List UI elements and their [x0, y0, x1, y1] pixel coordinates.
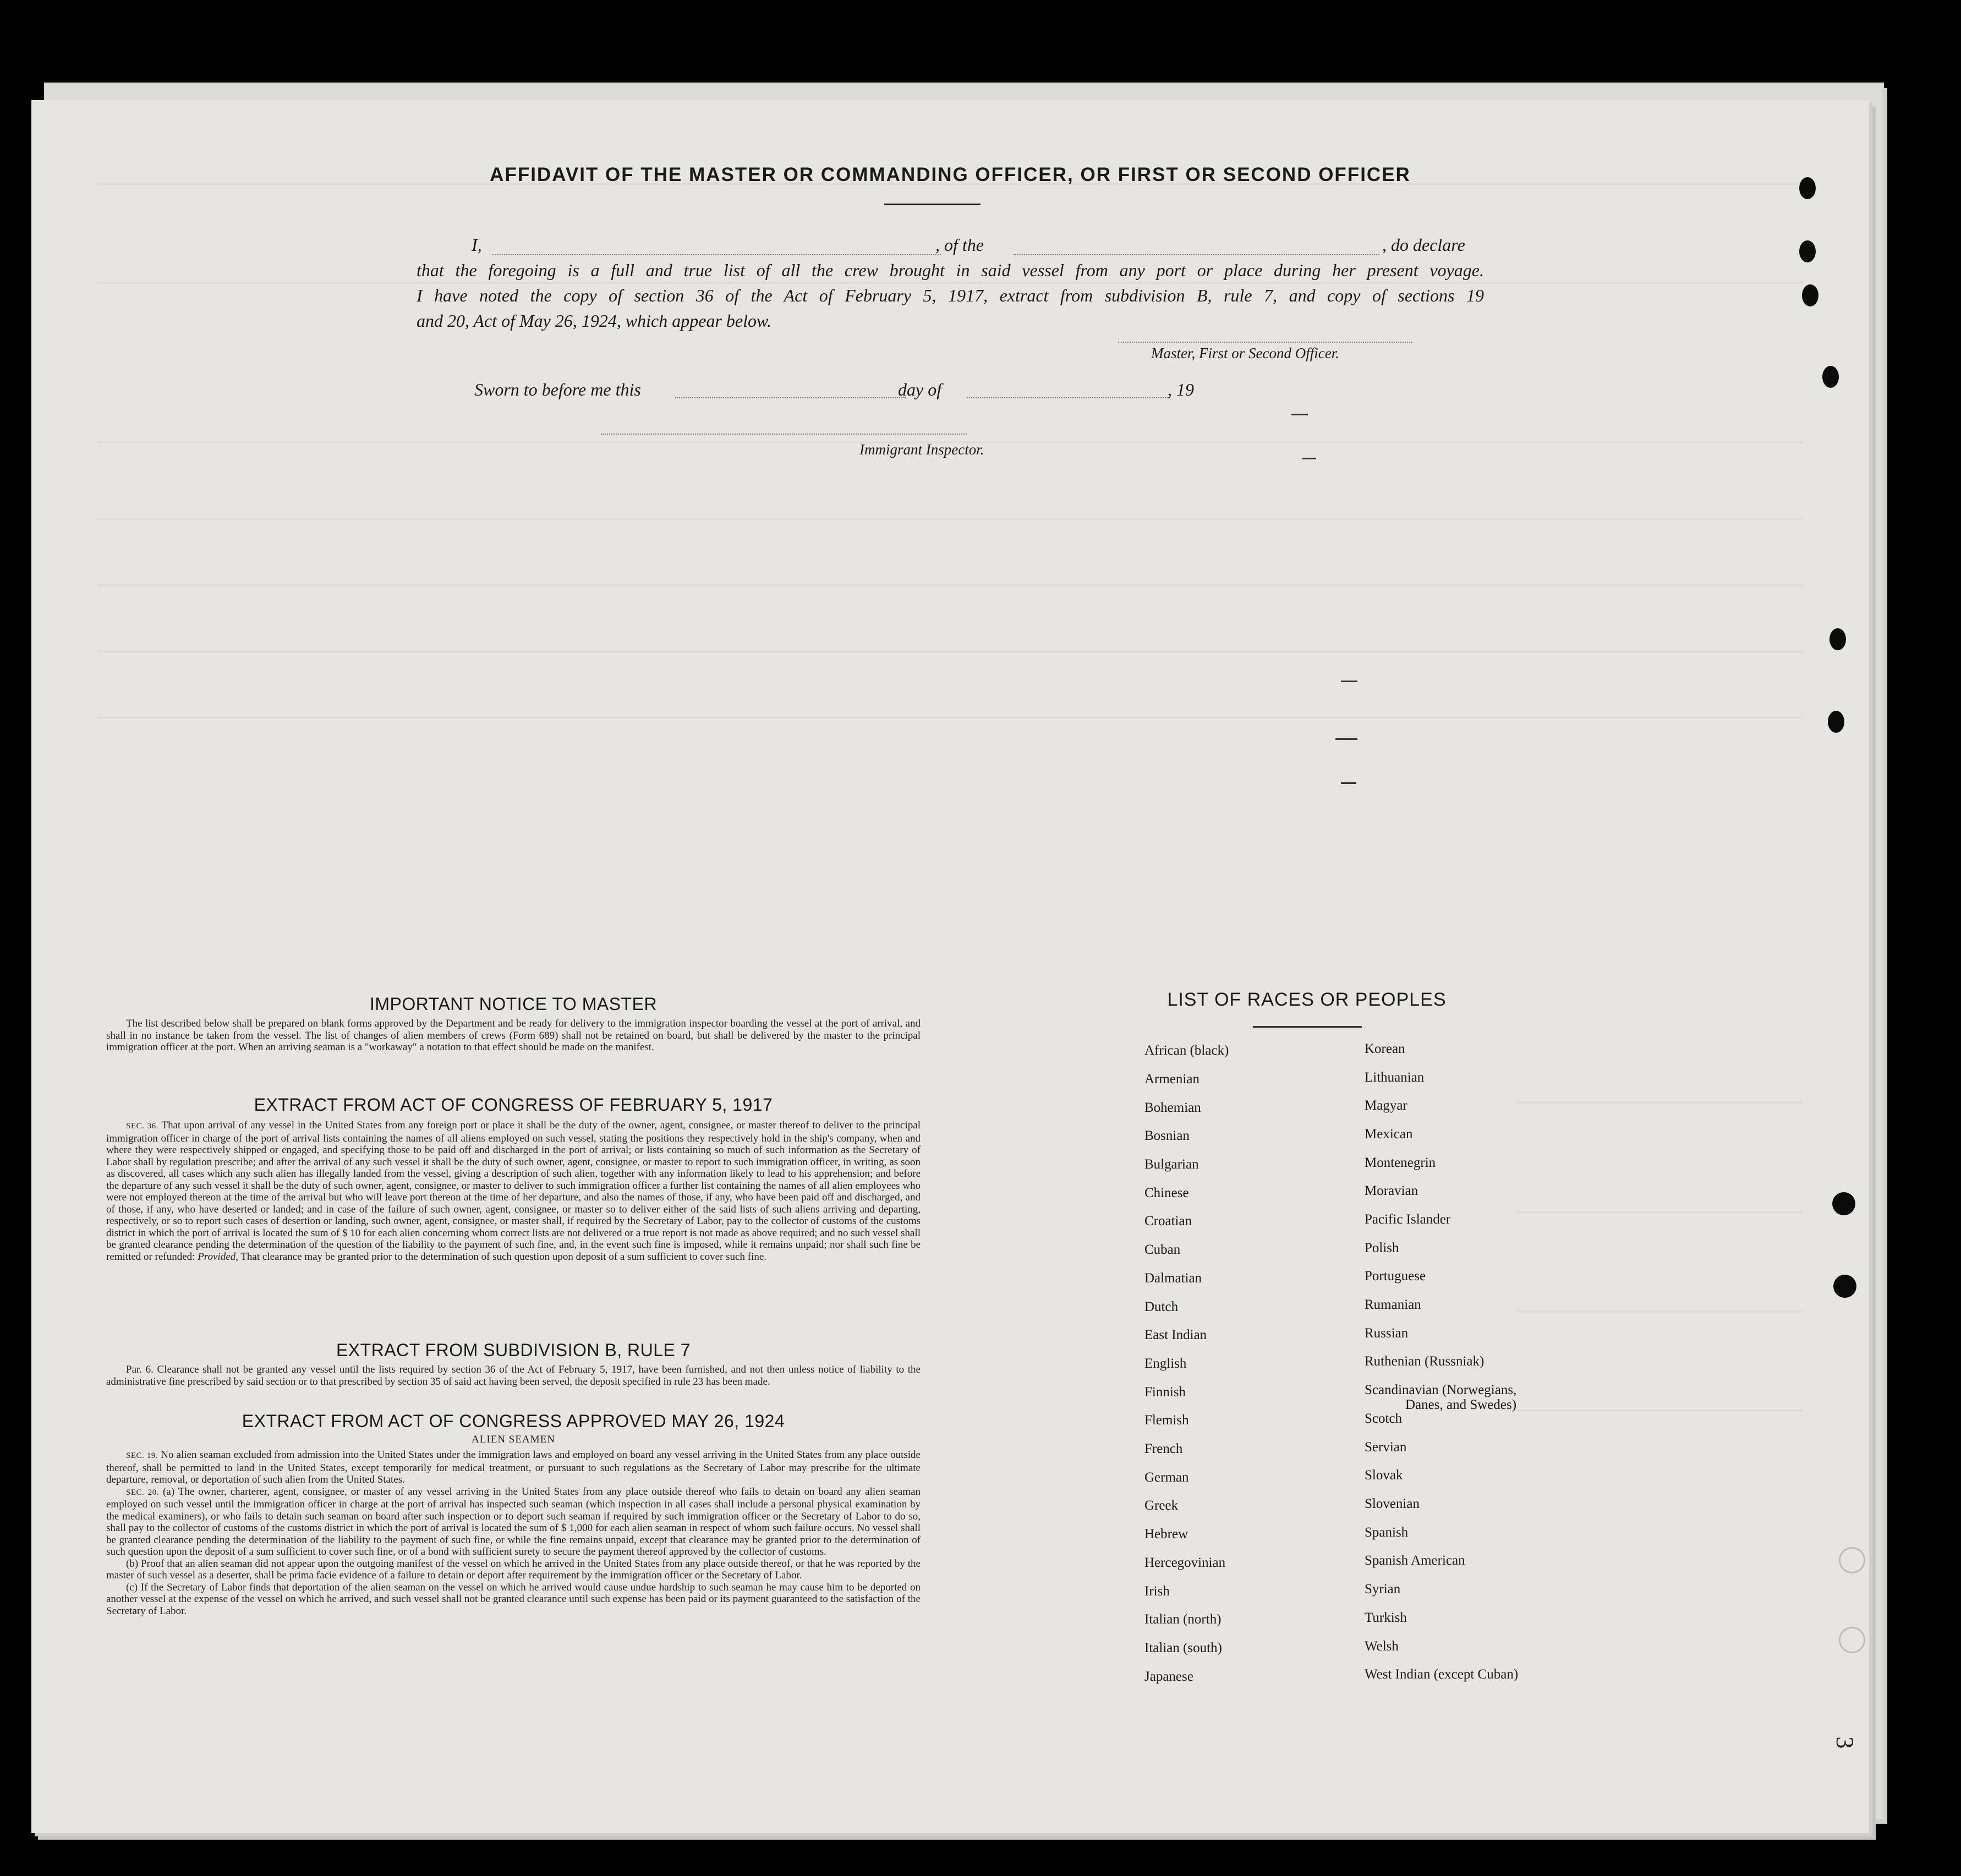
race-item: Bosnian	[1144, 1128, 1190, 1143]
declaration-line-2: that the foregoing is a full and true list of all the crew brought in said vessel from any port or place during her present voyage.	[417, 260, 1484, 280]
declaration-line-3: I have noted the copy of section 36 of the Act of February 5, 1917, extract from subdivision B, rule 7, and copy of sections 19	[417, 286, 1484, 305]
race-item: East Indian	[1144, 1328, 1207, 1342]
name-blank[interactable]	[492, 253, 941, 255]
section-19-text: No alien seaman excluded from admission into the United States under the immigration laws and employed on board any vessel arriving in the United States from any place outside thereof, shall be permitted to land in the United States, except temporarily for medical treatment, or pursuant to such regulations as the Secretary of Labor may prescribe for the ultimate departure, removal, or deportation of such alien from the United States.	[106, 1449, 921, 1485]
race-item: French	[1144, 1441, 1183, 1456]
sworn-month-blank[interactable]	[967, 396, 1170, 398]
race-item: Slovak	[1365, 1468, 1403, 1483]
race-item: Servian	[1365, 1440, 1407, 1455]
race-item: Scotch	[1365, 1411, 1403, 1426]
rule-7-title: EXTRACT FROM SUBDIVISION B, RULE 7	[336, 1340, 691, 1360]
race-item: Croatian	[1144, 1214, 1192, 1228]
notice-text	[106, 1018, 921, 1054]
race-item: Rumanian	[1365, 1297, 1421, 1312]
rule-7-text	[106, 1364, 921, 1387]
race-item: Bulgarian	[1144, 1157, 1199, 1172]
race-item: Cuban	[1144, 1242, 1181, 1257]
race-item: Lithuanian	[1365, 1070, 1425, 1085]
race-item: Chinese	[1144, 1186, 1189, 1200]
binder-hole	[1839, 1627, 1865, 1653]
race-item: German	[1144, 1470, 1189, 1485]
extract-1924-title: EXTRACT FROM ACT OF CONGRESS APPROVED MAY 26, 1924	[242, 1411, 785, 1431]
race-item: Pacific Islander	[1365, 1212, 1451, 1227]
race-item: Dalmatian	[1144, 1271, 1202, 1286]
day-of-text: day of	[898, 380, 942, 399]
binder-hole	[1839, 1547, 1865, 1573]
race-item: Slovenian	[1365, 1496, 1420, 1511]
binder-hole	[1829, 628, 1846, 650]
declaration-declare: , do declare	[1382, 235, 1465, 255]
race-item: Mexican	[1365, 1127, 1413, 1142]
race-item: Korean	[1365, 1041, 1405, 1056]
section-20b-text: (b) Proof that an alien seaman did not appear upon the outgoing manifest of the vessel on which he arrived in the United States from any place outside thereof, or that he was reported by the master of such vessel as a deserter, shall be prima facie evidence of a failure to detain or deport after requirement by the immigration officer or the Secretary of Labor.	[106, 1557, 921, 1581]
races-title-rule	[1253, 1026, 1362, 1028]
race-item: Turkish	[1365, 1610, 1407, 1625]
race-item: Moravian	[1365, 1183, 1418, 1198]
section-19-label: SEC. 19.	[126, 1451, 158, 1460]
section-20-label: SEC. 20.	[126, 1488, 159, 1497]
declaration-i: I,	[472, 235, 482, 255]
race-item: Polish	[1365, 1241, 1399, 1255]
race-item: Dutch	[1144, 1299, 1179, 1314]
race-item: Russian	[1365, 1326, 1409, 1341]
race-item: Bohemian	[1144, 1100, 1201, 1115]
race-item: Scandinavian (Norwegians,	[1365, 1383, 1517, 1397]
alien-seamen-subtitle: ALIEN SEAMEN	[472, 1434, 555, 1445]
race-item: Armenian	[1144, 1072, 1199, 1087]
race-item: Flemish	[1144, 1413, 1189, 1428]
binder-hole	[1828, 711, 1844, 733]
notice-paragraph: The list described below shall be prepared on blank forms approved by the Department and be ready for delivery to the immigration inspector boarding the vessel at the port of arrival, and shall in no instance be taken from the vessel. The list of changes of alien members of crews (Form 689) shall not be retained on board, but shall be delivered by the master to the principal immigration officer at the port. When an arriving seaman is a "workaway" a notation to that effect should be made on the manifest.	[106, 1018, 921, 1053]
race-item: Ruthenian (Russniak)	[1365, 1354, 1485, 1369]
rule-7-paragraph: Par. 6. Clearance shall not be granted any vessel until the lists required by section 36 of the Act of February 5, 1917, have been furnished, and not then unless notice of liability to the administrative fine prescribed by said section or to that prescribed by section 35 of said act having been served, the deposit specified in rule 23 has been made.	[106, 1364, 921, 1387]
race-item: English	[1144, 1356, 1187, 1371]
race-item: Danes, and Swedes)	[1405, 1397, 1517, 1412]
master-caption: Master, First or Second Officer.	[1151, 345, 1339, 361]
race-item: Montenegrin	[1365, 1155, 1436, 1170]
race-item: Greek	[1144, 1498, 1179, 1513]
extract-1917-text	[106, 1120, 921, 1263]
proviso-text: That clearance may be granted prior to the determination of such question upon deposit of a sum sufficient to cover such fine.	[240, 1250, 766, 1263]
form-page	[31, 100, 1869, 1833]
race-item: Welsh	[1365, 1639, 1399, 1654]
master-signature-line[interactable]	[1118, 341, 1412, 343]
race-item: Japanese	[1144, 1669, 1193, 1684]
section-20c-text: (c) If the Secretary of Labor finds that deportation of the alien seaman on the vessel on which he arrived would cause undue hardship to such seaman he may cause him to be deported on another vessel at the expense of the vessel on which he arrived, and such vessel shall not be granted clearance until such expense has been paid or its payment guaranteed to the satisfaction of the Secretary of Labor.	[106, 1581, 921, 1617]
race-item: Finnish	[1144, 1385, 1186, 1400]
inspector-caption: Immigrant Inspector.	[859, 441, 984, 458]
race-item: Hercegovinian	[1144, 1555, 1226, 1570]
extract-1924-text	[106, 1449, 921, 1617]
sworn-text: Sworn to before me this	[474, 380, 641, 399]
race-item: Hebrew	[1144, 1527, 1188, 1542]
race-item: Irish	[1144, 1584, 1170, 1599]
extract-1917-title: EXTRACT FROM ACT OF CONGRESS OF FEBRUARY 5, 1917	[254, 1095, 773, 1115]
declaration-of-the: , of the	[935, 235, 984, 255]
vessel-blank[interactable]	[1014, 253, 1379, 255]
sworn-day-blank[interactable]	[675, 396, 906, 398]
race-item: Spanish American	[1365, 1553, 1465, 1568]
race-item: West Indian (except Cuban)	[1365, 1667, 1519, 1682]
section-36-text: That upon arrival of any vessel in the United States from any foreign port or place it shall be the duty of the owner, agent, consignee, or master thereof to deliver to the principal immigration officer in charge of the port of arrival lists containing the names of all aliens employed on such vessel, stating the positions they respectively hold in the ship's company, when and where they were respectively shipped or engaged, and specifying those to be paid off and discharged in the port of arrival; or lists containing so much of such information as the Secretary of Labor shall by regulation prescribe; and after the arrival of any such vessel it shall be the duty of such owner, agent, consignee, or master to report to such immigration officer, in writing, as soon as discovered, all cases which any such alien has illegally landed from the vessel, giving a description of such alien, together with any information likely to lead to his apprehension; and before the departure of any such vessel it shall be the duty of such owner, agent, consignee, or master to deliver to such immigration officer a further list containing the names of all alien employees who were not employed thereon at the time of the arrival but who will leave port thereon at the time of her departure, and also the names of those, if any, who have been paid off and discharged, and of those, if any, who have deserted or landed; and in case of the failure of such owner, agent, consignee, or master so to deliver either of the said lists of such aliens arriving and departing, respectively, or so to report such cases of desertion or landing, such owner, agent, consignee, or master shall, if required by the Secretary of Labor, pay to the collector of customs of the customs district in which the port of arrival is located the sum of $ 10 for each alien concerning whom correct lists are not delivered or a true report is not made as above required; and no such vessel shall be granted clearance pending the determination of the question of the liability to the payment of such fine, and, in the event such fine is imposed, while it remains unpaid; nor shall such fine be remitted or refunded:	[106, 1120, 921, 1263]
race-item: Magyar	[1365, 1098, 1407, 1113]
notice-title: IMPORTANT NOTICE TO MASTER	[369, 994, 658, 1014]
margin-note: 3	[1831, 1736, 1859, 1749]
binder-hole	[1833, 1275, 1856, 1298]
race-item: Spanish	[1365, 1525, 1409, 1540]
declaration-line-4: and 20, Act of May 26, 1924, which appear below.	[417, 311, 771, 331]
title-rule	[884, 204, 980, 205]
binder-hole	[1832, 1192, 1855, 1215]
proviso-label: Provided,	[198, 1250, 238, 1263]
year-text: , 19	[1168, 380, 1194, 399]
binder-hole	[1799, 240, 1816, 262]
race-item: Italian (south)	[1144, 1641, 1222, 1655]
race-item: Syrian	[1365, 1582, 1401, 1597]
section-20a-text: (a) The owner, charterer, agent, consignee, or master of any vessel arriving in the United States from any place outside thereof who fails to detain on board any alien seaman employed on such vessel until the immigration officer in charge at the port of arrival has inspected such seaman (which inspection in all cases shall include a personal physical examination by the medical examiners), or who fails to detain such seaman on board after such inspection or to deport such seaman if required by such immigration officer or the Secretary of Labor to do so, shall pay to the collector of customs of the customs district in which the port of arrival is located the sum of $ 1,000 for each alien seaman in respect of whom such failure occurs. No vessel shall be granted clearance pending the determination of the liability to the payment of such fine, or while the fine remains unpaid, except that clearance may be granted prior to the determination of such question upon the deposit of a sum sufficient to cover such fine, or of a bond with sufficient surety to secure the payment thereof approved by the collector of customs.	[106, 1485, 921, 1557]
binder-hole	[1802, 284, 1818, 306]
binder-hole	[1822, 366, 1839, 388]
races-title: LIST OF RACES OR PEOPLES	[1167, 989, 1447, 1010]
affidavit-title: AFFIDAVIT OF THE MASTER OR COMMANDING OFFICER, OR FIRST OR SECOND OFFICER	[490, 164, 1411, 185]
section-label: SEC. 36.	[126, 1122, 158, 1131]
race-item: African (black)	[1144, 1043, 1229, 1058]
race-item: Portuguese	[1365, 1269, 1426, 1283]
inspector-signature-line[interactable]	[601, 432, 967, 435]
race-item: Italian (north)	[1144, 1612, 1221, 1627]
